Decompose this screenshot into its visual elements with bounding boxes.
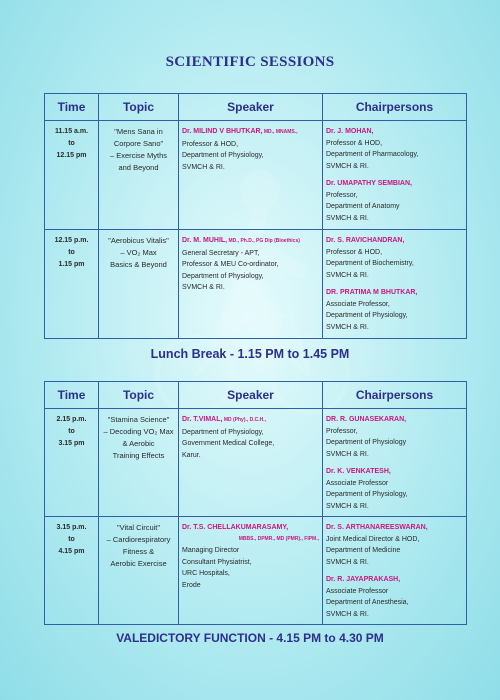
chair-cell	[323, 409, 467, 517]
speaker-degree: MBBS., DPMR., MD (PMR)., FIPM.,	[238, 535, 319, 542]
topic-cell	[99, 409, 179, 517]
chair-line: Department of Physiology,	[326, 491, 408, 498]
table-header-row	[45, 94, 467, 121]
topic-line: Basics & Beyond	[110, 260, 167, 269]
chair-name: Dr. S. ARTHANAREESWARAN,	[326, 524, 428, 531]
chair-line: SVMCH & RI.	[326, 610, 369, 618]
speaker-line: SVMCH & RI.	[182, 163, 225, 171]
speaker-line: Department of Physiology,	[182, 152, 264, 159]
header-time: Time	[45, 94, 99, 121]
chair-name: Dr. J. MOHAN,	[326, 128, 374, 135]
speaker-line: Managing Director	[182, 547, 240, 554]
time-to: to	[68, 428, 75, 435]
time-cell	[45, 517, 99, 625]
chair-line: SVMCH & RI.	[326, 502, 369, 510]
speaker-degree: MD., MNAMS.,	[262, 129, 298, 135]
time-start: 2.15 p.m.	[56, 416, 87, 423]
time-start: 11.15 a.m.	[54, 128, 89, 135]
time-cell	[45, 230, 99, 339]
speaker-line: Government Medical College,	[182, 440, 275, 447]
time-end: 12.15 pm	[56, 152, 87, 159]
chair-line: Department of Medicine	[326, 547, 401, 554]
table-row	[45, 517, 467, 625]
chair-line: Joint Medical Director & HOD,	[326, 535, 420, 543]
speaker-cell	[179, 517, 323, 625]
topic-line: & Aerobic	[122, 439, 155, 448]
speaker-name: Dr. T.VIMAL,	[182, 416, 223, 423]
chair-line: SVMCH & RI.	[326, 271, 369, 279]
chair-line: Department of Pharmacology,	[326, 151, 419, 158]
topic-line: "Stamina Science"	[107, 415, 170, 424]
chair-cell	[323, 230, 467, 339]
chair-line: Department of Biochemistry,	[326, 260, 414, 267]
chair-name: Dr. K. VENKATESH,	[326, 468, 391, 475]
session-table-1	[44, 93, 467, 339]
speaker-degree: MD., Ph.D., PG Dip (Bioethics)	[227, 238, 300, 244]
chair-line: SVMCH & RI.	[326, 214, 369, 222]
chair-name: Dr. S. RAVICHANDRAN,	[326, 237, 405, 244]
chair-cell	[323, 121, 467, 230]
chair-line: Professor & HOD,	[326, 248, 383, 256]
speaker-name: Dr. MILIND V BHUTKAR,	[182, 128, 263, 135]
chair-line: Professor,	[326, 427, 358, 435]
topic-line: "Mens Sana in	[114, 127, 163, 136]
chair-line: SVMCH & RI.	[326, 162, 369, 170]
topic-line: and Beyond	[118, 163, 159, 172]
topic-cell	[99, 517, 179, 625]
topic-line: – VO₂ Max	[120, 248, 157, 257]
speaker-cell	[179, 409, 323, 517]
chair-line: Department of Anesthesia,	[326, 599, 409, 606]
speaker-name: Dr. T.S. CHELLAKUMARASAMY,	[182, 524, 289, 531]
chair-line: SVMCH & RI.	[326, 450, 369, 458]
header-chairpersons: Chairpersons	[323, 382, 467, 409]
time-to: to	[68, 140, 75, 147]
chair-name: Dr. R. JAYAPRAKASH,	[326, 576, 401, 583]
chair-line: Department of Physiology,	[326, 312, 408, 319]
header-speaker: Speaker	[179, 94, 323, 121]
chair-line: SVMCH & RI.	[326, 558, 369, 566]
time-to: to	[68, 249, 75, 256]
header-chairpersons: Chairpersons	[323, 94, 467, 121]
table-header-row	[45, 382, 467, 409]
topic-line: Aerobic Exercise	[110, 559, 167, 568]
speaker-cell	[179, 121, 323, 230]
time-start: 3.15 p.m.	[56, 524, 87, 531]
speaker-line: Erode	[182, 581, 201, 589]
speaker-line: SVMCH & RI.	[182, 284, 225, 291]
chair-name: DR. R. GUNASEKARAN,	[326, 416, 407, 423]
time-cell	[45, 121, 99, 230]
topic-line: Training Effects	[112, 451, 165, 460]
speaker-line: Karur.	[182, 451, 201, 459]
header-topic: Topic	[99, 382, 179, 409]
table-row	[45, 409, 467, 517]
topic-line: – Exercise Myths	[109, 151, 168, 160]
chair-line: Professor & HOD,	[326, 139, 383, 147]
time-end: 3.15 pm	[58, 440, 85, 447]
speaker-line: Department of Physiology,	[182, 428, 264, 436]
time-end: 4.15 pm	[58, 548, 85, 555]
header-speaker: Speaker	[179, 382, 323, 409]
chair-line: SVMCH & RI.	[326, 323, 369, 331]
chair-line: Professor,	[326, 191, 358, 199]
speaker-name: Dr. M. MUHIL,	[182, 237, 228, 244]
topic-line: – Decoding VO₂ Max	[103, 427, 174, 436]
chair-cell	[323, 517, 467, 625]
speaker-cell	[179, 230, 323, 339]
chair-line: Associate Professor	[326, 479, 389, 487]
chair-name: DR. PRATIMA M BHUTKAR,	[326, 289, 418, 296]
chair-line: Department of Physiology	[326, 439, 407, 446]
time-cell	[45, 409, 99, 517]
speaker-line: Consultant Physiatrist,	[182, 558, 252, 566]
speaker-line: Professor & MEU Co-ordinator,	[182, 261, 279, 268]
table-row	[45, 230, 467, 339]
time-to: to	[68, 536, 75, 543]
lunch-break-banner: Lunch Break - 1.15 PM to 1.45 PM	[150, 347, 350, 361]
topic-cell	[99, 121, 179, 230]
header-topic: Topic	[99, 94, 179, 121]
topic-cell	[99, 230, 179, 339]
chair-name: Dr. UMAPATHY SEMBIAN,	[326, 180, 412, 187]
chair-line: Department of Anatomy	[326, 203, 400, 210]
topic-line: Fitness &	[122, 547, 155, 556]
valedictory-banner: VALEDICTORY FUNCTION - 4.15 PM to 4.30 PM	[116, 631, 384, 645]
speaker-line: General Secretary - APT,	[182, 249, 260, 257]
topic-line: – Cardiorespiratory	[106, 535, 171, 544]
session-table-2	[44, 381, 467, 625]
speaker-line: Department of Physiology,	[182, 272, 264, 280]
chair-line: Associate Professor,	[326, 300, 390, 308]
header-time: Time	[45, 382, 99, 409]
page-title: SCIENTIFIC SESSIONS	[165, 54, 335, 70]
speaker-line: URC Hospitals,	[182, 570, 230, 577]
topic-line: Corpore Sano"	[113, 139, 164, 148]
speaker-degree: MD (Phy)., D.C.H.,	[222, 417, 267, 423]
time-start: 12.15 p.m.	[54, 237, 89, 244]
time-end: 1.15 pm	[58, 261, 85, 268]
table-row	[45, 121, 467, 230]
speaker-line: Professor & HOD,	[182, 140, 239, 148]
chair-line: Associate Professor	[326, 587, 389, 595]
topic-line: "Vital Circuit"	[116, 523, 161, 532]
topic-line: "Aerobicus Vitalis"	[108, 236, 169, 245]
